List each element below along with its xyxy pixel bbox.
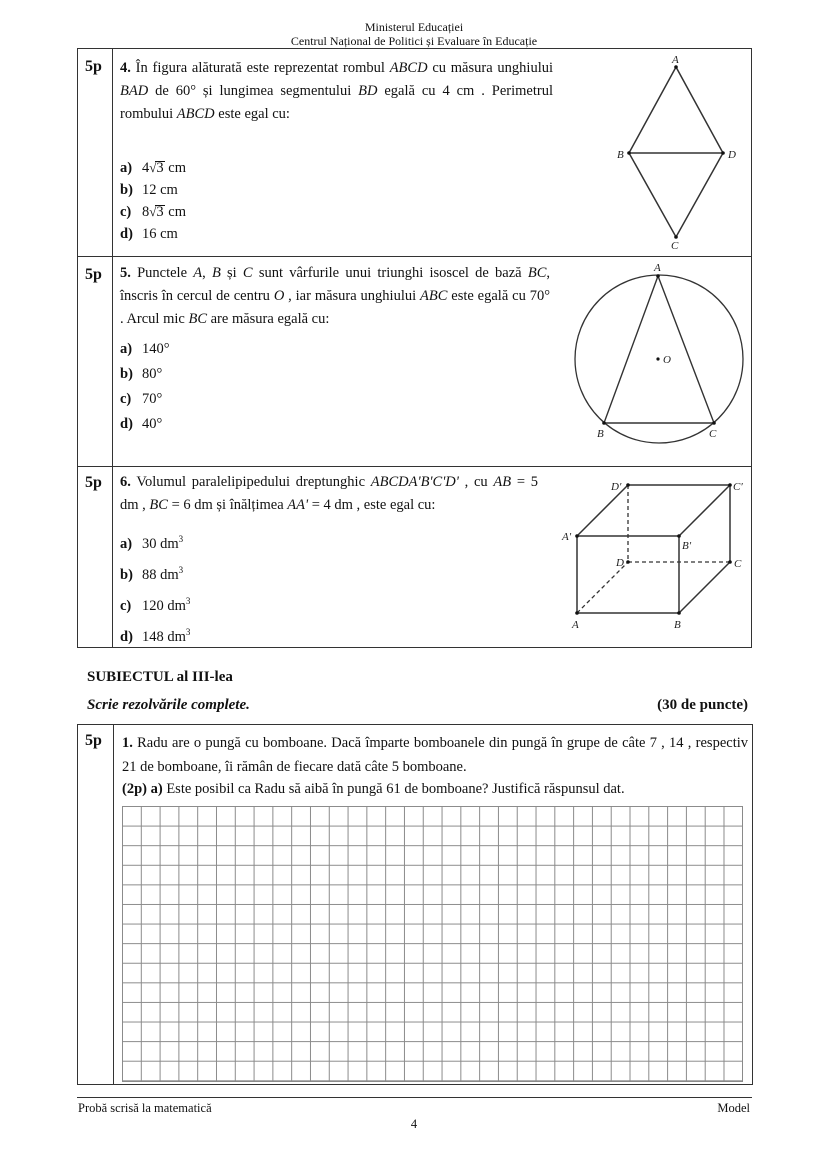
option-a[interactable]: a) 30 $dm^3$ [120, 534, 184, 552]
ministry-name: Ministerul Educației [364, 20, 464, 34]
vertex-label-c-prime: C′ [733, 481, 743, 493]
center-name: Centrul Național de Politici și Evaluare în Educație [290, 34, 538, 48]
rhombus-figure [560, 50, 750, 255]
points-column-divider [112, 48, 113, 648]
question-5-points: 5p [85, 266, 102, 283]
footer-divider [77, 1097, 752, 1098]
vertex-label-b: B [674, 619, 681, 631]
option-c[interactable]: c) 8√3 cm [120, 204, 186, 220]
vertex-label-c: C [709, 428, 717, 440]
vertex-label-b-prime: B′ [682, 540, 692, 552]
points-column-divider [113, 724, 114, 1085]
option-b[interactable]: b) 80° [120, 366, 163, 382]
center-label-o: O [663, 354, 671, 366]
problem-1-points: 5p [85, 732, 102, 749]
vertex-label-b: B [617, 149, 624, 161]
problem-1a-text: (2p) a) Este posibil ca Radu să aibă în pungă 61 de bomboane? Justifică răspunsul dat. [122, 781, 625, 797]
option-d[interactable]: d) 16 cm [120, 226, 178, 242]
inscribed-triangle-figure [560, 258, 750, 463]
question-6-points: 5p [85, 474, 102, 491]
section-points: (30 de puncte) [657, 697, 748, 713]
cuboid-figure [555, 468, 755, 643]
vertex-label-d-prime: D′ [611, 481, 622, 493]
problem-1-text: 1. Radu are o pungă cu bomboane. Dacă împarte bomboanele din pungă în grupe de câte 7 , 14 , respectiv 21 de bomboane, îi rămân de fiecare dată câte 5 bomboane. [122, 735, 749, 775]
vertex-label-a: A [654, 262, 661, 274]
vertex-label-b: B [597, 428, 604, 440]
vertex-label-c: C [734, 558, 742, 570]
vertex-label-c: C [671, 240, 679, 252]
question-4-text: 4. În figura alăturată este reprezentat rombul ABCD cu măsura unghiului BAD de 60° și lungimea segmentului BD egală cu 4 cm . Perimetrul rombului ABCD este egal cu: [120, 60, 554, 122]
page-number: 4 [410, 1117, 418, 1131]
question-number: 4. [120, 60, 131, 76]
question-4-points: 5p [85, 58, 102, 75]
option-d[interactable]: d) 148 $dm^3$ [120, 627, 191, 645]
option-c[interactable]: c) 120 $dm^3$ [120, 596, 191, 614]
footer-model-label: Model [717, 1101, 750, 1115]
answer-grid[interactable] [122, 806, 743, 1082]
row-divider [77, 466, 752, 467]
vertex-label-a-prime: A′ [562, 531, 572, 543]
option-b[interactable]: b) 88 $dm^3$ [120, 565, 184, 583]
vertex-label-a: A [572, 619, 579, 631]
section-instructions: Scrie rezolvările complete. [87, 697, 250, 713]
option-b[interactable]: b) 12 cm [120, 182, 178, 198]
footer-exam-name: Probă scrisă la matematică [78, 1101, 212, 1115]
option-c[interactable]: c) 70° [120, 391, 163, 407]
vertex-label-d: D [616, 557, 624, 569]
vertex-label-a: A [672, 54, 679, 66]
section-title: SUBIECTUL al III-lea [87, 669, 233, 685]
vertex-label-d: D [728, 149, 736, 161]
question-5-text: 5. Punctele A, B și C sunt vârfurile unui triunghi isoscel de bază BC, înscris în cercul de centru O , iar măsura unghiului ABC este egală cu 70° . Arcul mic BC are măsura egală cu: [120, 265, 550, 327]
option-d[interactable]: d) 40° [120, 416, 163, 432]
option-a[interactable]: a) 140° [120, 341, 170, 357]
option-a[interactable]: a) 4√3 cm [120, 160, 186, 176]
question-6-text: 6. Volumul paralelipipedului dreptunghic ABCDA'B'C'D' , cu AB = 5 dm , BC = 6 dm și înălțimea AA' = 4 dm , este egal cu: [120, 474, 538, 513]
row-divider [77, 256, 752, 257]
